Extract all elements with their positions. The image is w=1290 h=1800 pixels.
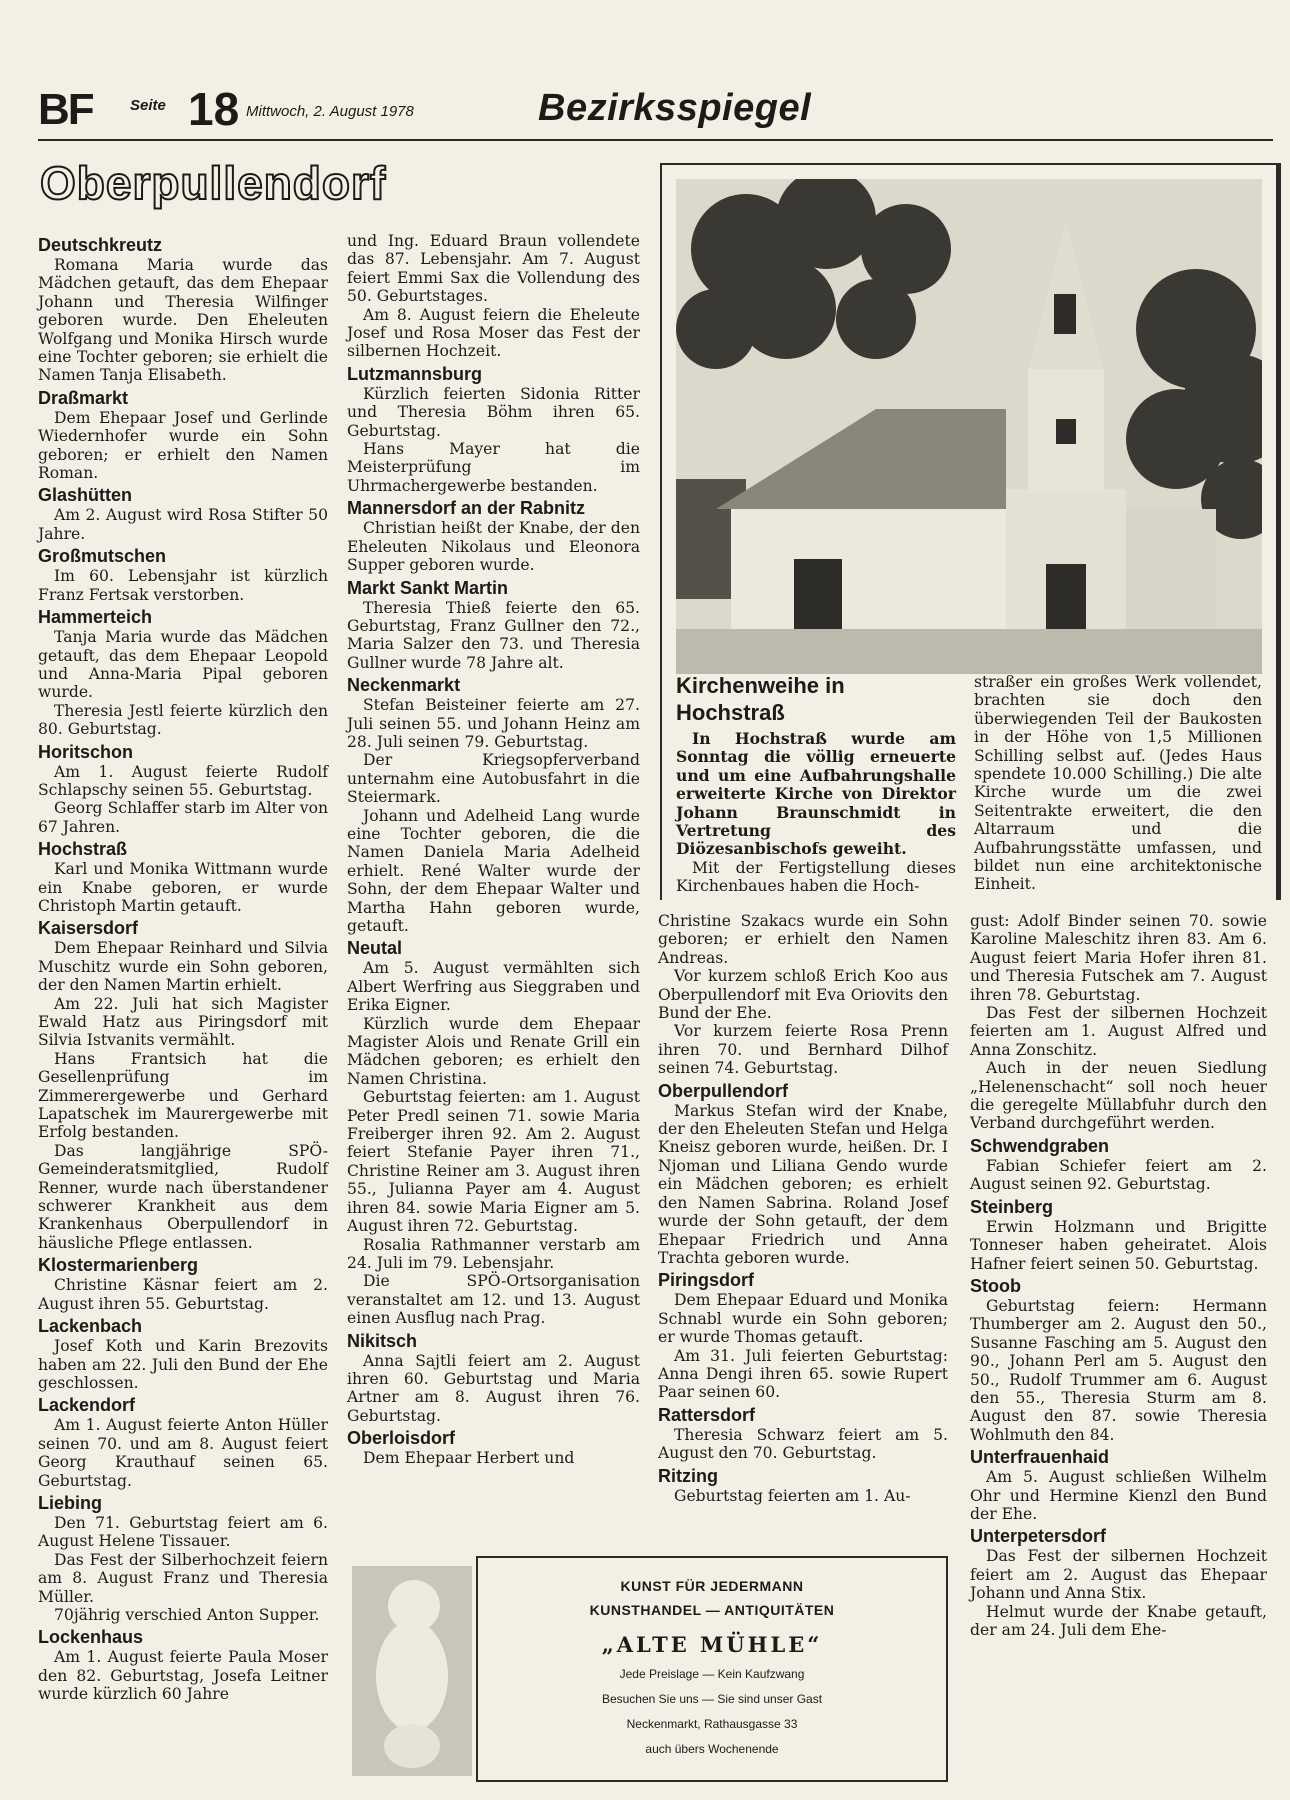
news-paragraph: Karl und Monika Wittmann wurde ein Knabe geboren, er wurde Christoph Martin getauft. [38, 860, 328, 915]
place-heading: Hochstraß [38, 839, 128, 860]
place-heading: Draßmarkt [38, 387, 129, 408]
news-paragraph: Dem Ehepaar Eduard und Monika Schnabl wurde ein Sohn geboren; er wurde Thomas getauft. [658, 1291, 948, 1347]
place-heading: Markt Sankt Martin [347, 577, 509, 598]
place-heading: Lackendorf [38, 1395, 136, 1416]
news-paragraph: 70jährig verschied Anton Supper. [54, 1605, 320, 1624]
place-heading: Oberpullendorf [658, 1080, 788, 1101]
news-paragraph: Vor kurzem schloß Erich Koo aus Oberpullendorf mit Eva Oriovits den Bund der Ehe. [658, 967, 948, 1023]
news-paragraph: Auch in der neuen Siedlung „Helenenschacht“ soll noch heuer die geregelte Müllabfuhr durch den Verband durchgeführt werden. [970, 1059, 1267, 1133]
news-paragraph: Markus Stefan wird der Knabe, der den Eheleuten Stefan und Helga Kneisz geboren wurde, heißen. Dr. I Njoman und Liliana Gendo wurde ein Mädchen geboren; es erhielt den Namen Sabrina. Roland Josef wurde der Sohn getauft, der dem Ehepaar Friedrich und Anna Trachta geboren wurde. [658, 1101, 948, 1267]
place-heading: Kaisersdorf [38, 918, 139, 939]
church-photo [676, 179, 1262, 674]
news-paragraph: Am 5. August schließen Wilhelm Ohr und Hermine Kienzl den Bund der Ehe. [970, 1468, 1267, 1523]
feature-body-right: straßer ein großes Werk vollendet, brachten sie doch den überwiegenden Teil der Baukosten in der Höhe von 1,5 Millionen Schilling selbst auf. (Jedes Haus spendete 10.000 Schilling.) Die alte Kirche wurde um die zwei Seitentrakte erweitert, die den Altarraum und die Aufbahrungsstätte umfassen, und bildet nun eine architektonische Einheit. [974, 673, 1262, 894]
place-heading: Unterfrauenhaid [970, 1447, 1110, 1468]
column-3 [658, 912, 948, 1505]
news-paragraph: Am 2. August wird Rosa Stifter 50 Jahre. [38, 506, 328, 543]
column-1 [38, 232, 328, 1704]
news-paragraph: und Ing. Eduard Braun vollendete das 87. Lebensjahr. Am 7. August feiert Emmi Sax die Vollendung des 50. Geburtstages. [347, 232, 640, 306]
place-heading: Deutschkreutz [38, 235, 163, 255]
news-paragraph: Georg Schlaffer starb im Alter von 67 Jahren. [38, 799, 328, 836]
news-paragraph: Das langjährige SPÖ-Gemeinderatsmitglied, Rudolf Renner, wurde nach überstandener schwerer Krankheit aus dem Krankenhaus Oberpullendorf in häusliche Pflege entlassen. [38, 1141, 328, 1252]
feature-story [660, 163, 1281, 900]
ad-line-7: auch übers Wochenende [645, 1742, 779, 1756]
column-4 [970, 912, 1267, 1639]
ad-line-5: Besuchen Sie uns — Sie sind unser Gast [601, 1692, 823, 1706]
ad-line-1: KUNST FÜR JEDERMANN [620, 1578, 804, 1594]
news-paragraph: Den 71. Geburtstag feiert am 6. August Helene Tissauer. [38, 1513, 328, 1551]
place-heading: Neutal [347, 938, 403, 959]
news-paragraph: Das Fest der silbernen Hochzeit feiert am 2. August das Ehepaar Johann und Anna Stix. [970, 1547, 1267, 1603]
place-heading: Schwendgraben [970, 1135, 1110, 1156]
place-heading: Rattersdorf [658, 1404, 756, 1425]
newspaper-logo: BF [38, 85, 93, 134]
news-paragraph: Johann und Adelheid Lang wurde eine Tochter geboren, die die Namen Daniela Maria Adelheid erhielt. René Walter wurde der Sohn, der dem Ehepaar Walter und Martha Hahn geboren wurde, getauft. [347, 806, 640, 935]
news-paragraph: Christine Szakacs wurde ein Sohn geboren; er erhielt den Namen Andreas. [658, 912, 948, 967]
news-paragraph: Der Kriegsopferverband unternahm eine Autobusfahrt in die Steiermark. [347, 751, 640, 807]
news-paragraph: Am 31. Juli feierten Geburtstag: Anna Dengi ihren 65. sowie Rupert Paar seinen 60. [658, 1346, 948, 1402]
place-heading: Piringsdorf [658, 1270, 755, 1291]
news-paragraph: Theresia Thieß feierte den 65. Geburtstag, Franz Gullner den 72., Maria Salzer den 73. und Theresia Gullner wurde 78 Jahre alt. [347, 598, 640, 672]
feature-body-left: Mit der Fertigstellung dieses Kirchenbaues haben die Hoch- [676, 858, 956, 896]
page-number: 18 [188, 83, 240, 135]
news-paragraph: Geburtstag feierten: am 1. August Peter Predl seinen 71. sowie Maria Freiberger ihren 92. Am 2. August feiert Stefanie Payer ihren 71., Christine Reiner am 3. August ihren 55., Julianna Payer am 4. August ihren 84. sowie Maria Eigner am 5. August ihren 72. Geburtstag. [347, 1088, 640, 1236]
news-paragraph: Das Fest der silbernen Hochzeit feierten am 1. August Alfred und Anna Zonschitz. [970, 1004, 1267, 1059]
news-paragraph: Rosalia Rathmanner verstarb am 24. Juli im 79. Lebensjahr. [347, 1235, 640, 1272]
place-heading: Unterpetersdorf [970, 1526, 1107, 1547]
news-paragraph: Geburtstag feierten am 1. Au- [674, 1486, 911, 1505]
place-heading: Lackenbach [38, 1316, 143, 1337]
news-paragraph: Tanja Maria wurde das Mädchen getauft, das dem Ehepaar Leopold und Anna-Maria Pipal geboren wurde. [38, 628, 328, 702]
place-heading: Ritzing [658, 1465, 718, 1486]
news-paragraph: Geburtstag feiern: Hermann Thumberger am 2. August den 50., Susanne Fasching am 5. August den 90., Johann Perl am 5. August den 50., Rudolf Trummer am 6. August den 55., Theresia Sturm am 8. August den 87. sowie Theresia Wohlmuth den 84. [970, 1296, 1267, 1444]
news-paragraph: Kürzlich feierten Sidonia Ritter und Theresia Böhm ihren 65. Geburtstag. [347, 384, 640, 440]
ad-shop-name: „ALTE MÜHLE“ [601, 1632, 823, 1657]
news-paragraph: Am 1. August feierte Anton Hüller seinen 70. und am 8. August feiert Georg Krauthauf seinen 65. Geburtstag. [38, 1416, 328, 1490]
advertisement [352, 1556, 950, 1782]
page-label: Seite [130, 97, 166, 114]
place-heading: Lutzmannsburg [347, 363, 482, 384]
issue-date: Mittwoch, 2. August 1978 [246, 103, 414, 120]
header-rule [38, 139, 1273, 141]
ad-line-4: Jede Preislage — Kein Kaufzwang [619, 1667, 805, 1681]
place-heading: Mannersdorf an der Rabnitz [347, 498, 586, 519]
news-paragraph: Am 8. August feiern die Eheleute Josef und Rosa Moser das Fest der silbernen Hochzeit. [347, 305, 640, 361]
place-heading: Liebing [38, 1492, 102, 1513]
news-paragraph: Romana Maria wurde das Mädchen getauft, das dem Ehepaar Johann und Theresia Wilfinger geboren wurde. Den Eheleuten Wolfgang und Monika Hirsch wurde eine Tochter geboren; sie erhielt die Namen Tanja Elisabeth. [38, 256, 328, 385]
news-paragraph: Vor kurzem feierte Rosa Prenn ihren 70. und Bernhard Dilhof seinen 74. Geburtstag. [658, 1022, 948, 1078]
place-heading: Steinberg [970, 1196, 1054, 1217]
news-paragraph: Theresia Jestl feierte kürzlich den 80. Geburtstag. [38, 701, 328, 739]
ad-box [476, 1556, 948, 1782]
news-paragraph: Christian heißt der Knabe, der den Eheleuten Nikolaus und Eleonora Supper geboren wurde. [347, 519, 640, 575]
news-paragraph: Dem Ehepaar Josef und Gerlinde Wiedernhofer wurde ein Sohn geboren; er erhielt den Namen Roman. [38, 408, 328, 483]
place-heading: Neckenmarkt [347, 675, 461, 696]
place-heading: Glashütten [38, 485, 133, 506]
place-heading: Nikitsch [347, 1330, 418, 1351]
news-paragraph: Theresia Schwarz feiert am 5. August den 70. Geburtstag. [658, 1425, 948, 1463]
news-paragraph: Helmut wurde der Knabe getauft, der am 24. Juli dem Ehe- [970, 1602, 1267, 1639]
place-heading: Oberloisdorf [347, 1428, 456, 1449]
place-heading: Hammerteich [38, 607, 153, 628]
place-heading: Großmutschen [38, 546, 167, 567]
news-paragraph: Fabian Schiefer feiert am 2. August seinen 92. Geburtstag. [970, 1156, 1267, 1194]
news-paragraph: Erwin Holzmann und Brigitte Tonneser haben geheiratet. Alois Hafner feiert seinen 50. Geburtstag. [970, 1217, 1267, 1273]
feature-caption-right [974, 673, 1262, 894]
place-heading: Stoob [970, 1275, 1021, 1296]
feature-headline: Kirchenweihe in Hochstraß [676, 673, 845, 725]
news-paragraph: Kürzlich wurde dem Ehepaar Magister Alois und Renate Grill ein Mädchen geboren; es erhielt den Namen Christina. [347, 1014, 640, 1088]
news-paragraph: Dem Ehepaar Herbert und [363, 1449, 575, 1468]
news-paragraph: Am 1. August feierte Paula Moser den 82. Geburtstag, Josefa Leitner wurde kürzlich 60 Jahre [38, 1648, 328, 1704]
feature-caption-left [676, 672, 956, 896]
section-title: Bezirksspiegel [538, 87, 812, 129]
place-heading: Horitschon [38, 741, 134, 762]
ad-line-2: KUNSTHANDEL — ANTIQUITÄTEN [589, 1602, 835, 1618]
place-heading: Lockenhaus [38, 1627, 144, 1648]
news-paragraph: Am 5. August vermählten sich Albert Werfring aus Sieggraben und Erika Eigner. [347, 959, 640, 1015]
news-paragraph: Im 60. Lebensjahr ist kürzlich Franz Fertsak verstorben. [38, 567, 328, 604]
news-paragraph: Das Fest der Silberhochzeit feiern am 8. August Franz und Theresia Müller. [38, 1550, 328, 1606]
news-paragraph: Am 22. Juli hat sich Magister Ewald Hatz aus Piringsdorf mit Silvia Istvanits vermählt. [38, 994, 328, 1050]
news-paragraph: Die SPÖ-Ortsorganisation veranstaltet am 12. und 13. August einen Ausflug nach Prag. [347, 1272, 640, 1328]
news-paragraph: gust: Adolf Binder seinen 70. sowie Karoline Maleschitz ihren 83. Am 6. August feiert Maria Hofer ihren 81. und Theresia Futschek am 7. August ihren 78. Geburtstag. [970, 912, 1267, 1004]
ad-address: Neckenmarkt, Rathausgasse 33 [626, 1717, 798, 1731]
news-paragraph: Hans Frantsich hat die Gesellenprüfung im Zimmerergewerbe und Gerhard Lapatschek im Maurergewerbe mit Erfolg bestanden. [38, 1049, 328, 1142]
news-paragraph: Hans Mayer hat die Meisterprüfung im Uhrmachergewerbe bestanden. [347, 440, 640, 495]
masthead [38, 84, 1278, 138]
news-paragraph: Anna Sajtli feiert am 2. August ihren 60. Geburtstag und Maria Artner am 8. August ihren 76. Geburtstag. [347, 1351, 640, 1425]
column-2 [347, 232, 640, 1468]
place-heading: Klostermarienberg [38, 1255, 199, 1276]
statue-image [352, 1566, 472, 1776]
news-paragraph: Josef Koth und Karin Brezovits haben am 22. Juli den Bund der Ehe geschlossen. [38, 1337, 328, 1392]
news-paragraph: Dem Ehepaar Reinhard und Silvia Muschitz wurde ein Sohn geboren, der den Namen Martin erhielt. [38, 939, 328, 995]
page-title: Oberpullendorf [40, 157, 387, 209]
feature-lead: In Hochstraß wurde am Sonntag die völlig erneuerte und um eine Aufbahrungshalle erweiterte Kirche von Direktor Johann Braunschmidt in Vertretung des Diözesanbischofs geweiht. [676, 729, 956, 859]
news-paragraph: Am 1. August feierte Rudolf Schlapschy seinen 55. Geburtstag. [38, 762, 328, 799]
news-paragraph: Christine Käsnar feiert am 2. August ihren 55. Geburtstag. [38, 1276, 328, 1313]
news-paragraph: Stefan Beisteiner feierte am 27. Juli seinen 55. und Johann Heinz am 28. Juli seinen 79. Geburtstag. [347, 696, 640, 751]
